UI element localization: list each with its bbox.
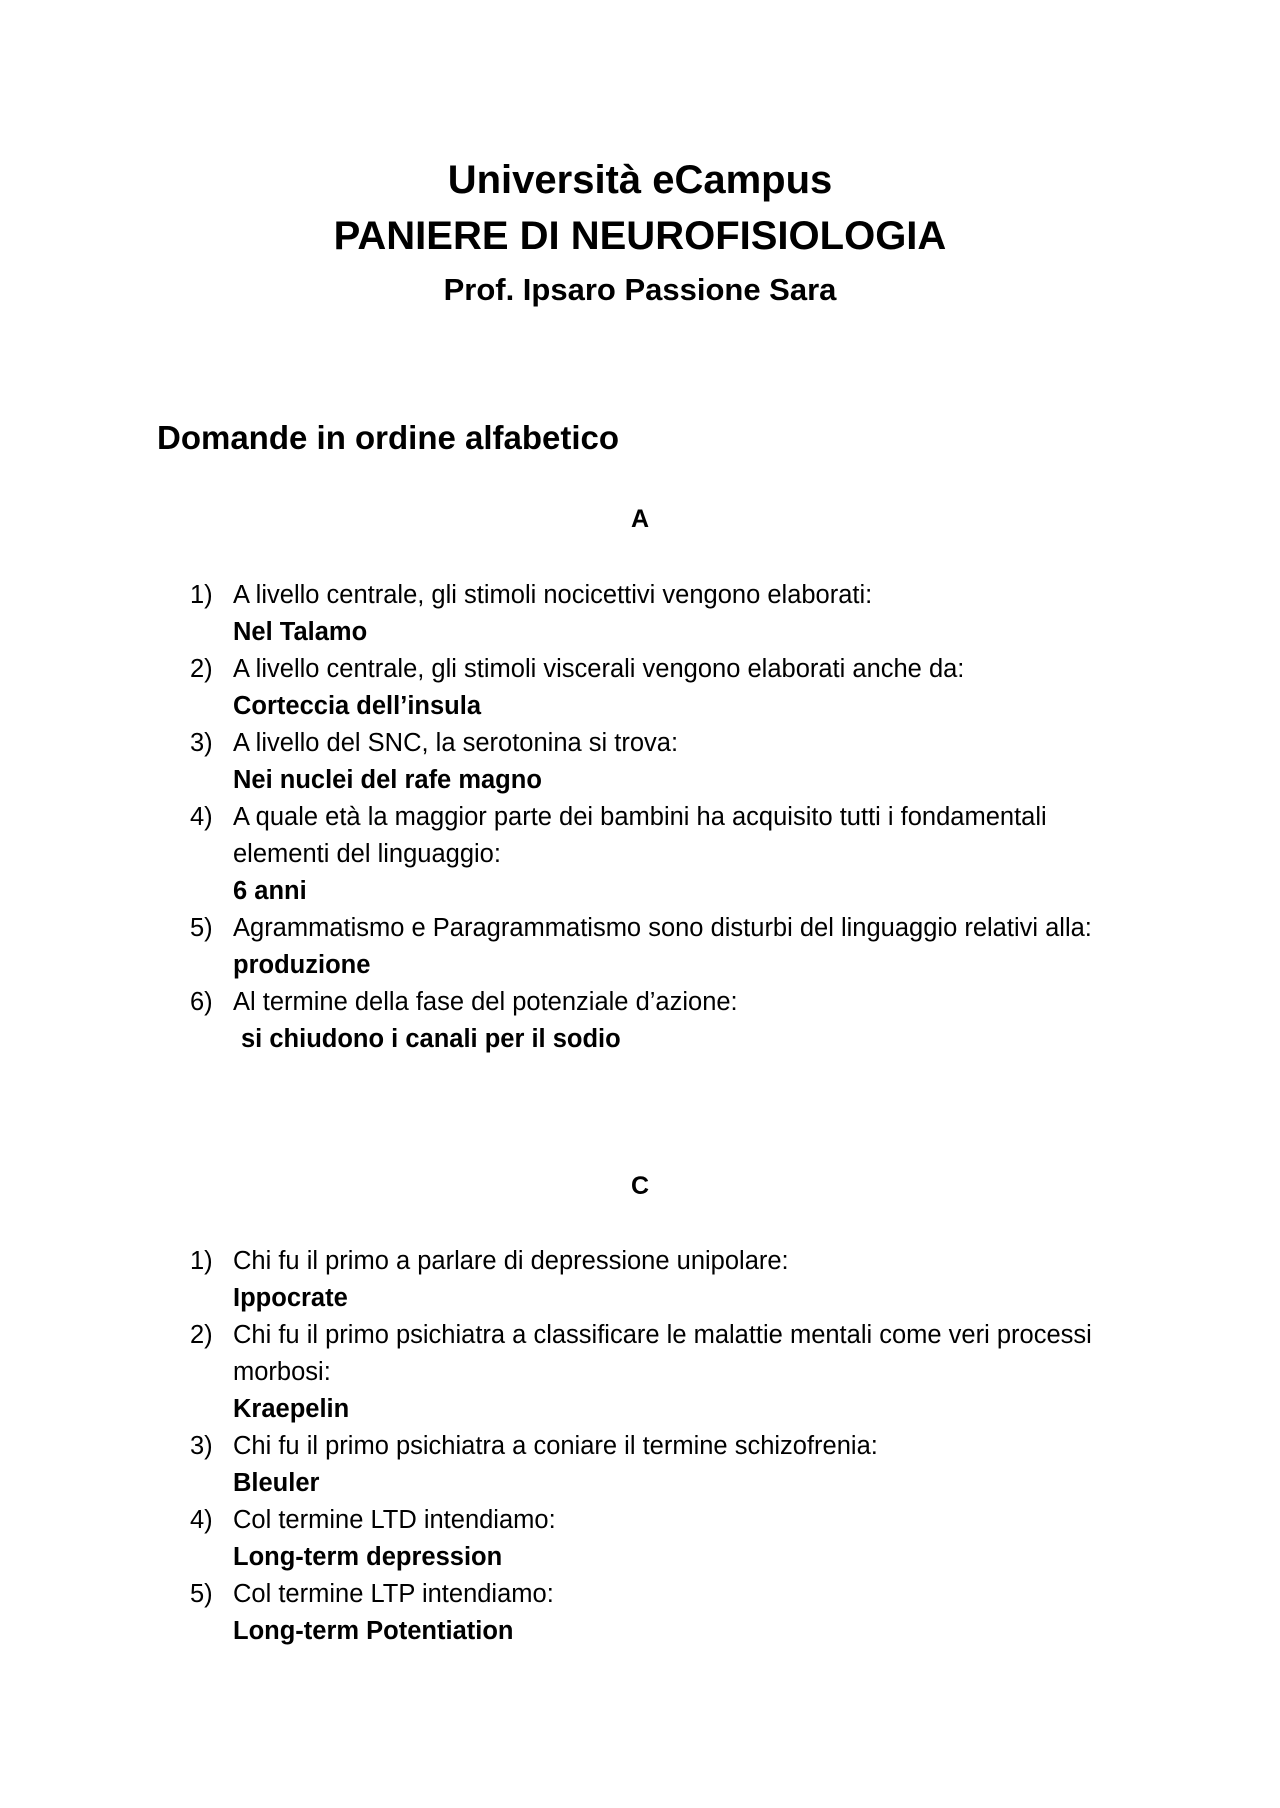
answer-text: Long-term Potentiation: [233, 1617, 514, 1645]
question-item: [190, 910, 1150, 984]
answer-text: 6 anni: [233, 877, 307, 905]
question-number: 2): [190, 1321, 213, 1349]
document-header: [0, 154, 1280, 310]
question-number: 3): [190, 729, 213, 757]
question-text: Agrammatismo e Paragrammatismo sono disturbi del linguaggio relativi alla:: [233, 914, 1092, 942]
question-list-c: [190, 1243, 1150, 1650]
answer-text: si chiudono i canali per il sodio: [241, 1025, 621, 1053]
question-item: [190, 1428, 1150, 1502]
answer-text: Kraepelin: [233, 1395, 350, 1423]
university-name: Università eCampus: [447, 158, 833, 202]
question-number: 4): [190, 1506, 213, 1534]
question-item: [190, 984, 1150, 1058]
answer-text: Long-term depression: [233, 1543, 503, 1571]
section-title: Domande in ordine alfabetico: [157, 419, 620, 456]
course-title: PANIERE DI NEUROFISIOLOGIA: [333, 214, 947, 258]
question-item: [190, 1317, 1150, 1428]
question-number: 5): [190, 914, 213, 942]
question-item: [190, 1502, 1150, 1576]
group-letter-a: A: [630, 505, 650, 533]
question-item: [190, 1576, 1150, 1650]
question-number: 1): [190, 581, 213, 609]
question-text: A livello centrale, gli stimoli viscerali vengono elaborati anche da:: [233, 655, 965, 683]
question-number: 3): [190, 1432, 213, 1460]
question-text: Chi fu il primo a parlare di depressione unipolare:: [233, 1247, 789, 1275]
question-number: 2): [190, 655, 213, 683]
answer-text: Corteccia dell’insula: [233, 692, 482, 720]
question-list-a: [190, 577, 1150, 1058]
question-text: Chi fu il primo psichiatra a classificare le malattie mentali come veri processi morbosi:: [233, 1321, 1092, 1386]
question-item: [190, 725, 1150, 799]
question-item: [190, 651, 1150, 725]
answer-text: Nel Talamo: [233, 618, 368, 646]
question-text: Al termine della fase del potenziale d’azione:: [233, 988, 738, 1016]
question-number: 5): [190, 1580, 213, 1608]
question-number: 6): [190, 988, 213, 1016]
answer-text: produzione: [233, 951, 371, 979]
answer-text: Nei nuclei del rafe magno: [233, 766, 542, 794]
question-text: Col termine LTP intendiamo:: [233, 1580, 554, 1608]
question-text: Col termine LTD intendiamo:: [233, 1506, 556, 1534]
question-text: A livello del SNC, la serotonina si trova:: [233, 729, 679, 757]
question-text: Chi fu il primo psichiatra a coniare il termine schizofrenia:: [233, 1432, 878, 1460]
question-item: [190, 799, 1150, 910]
question-item: [190, 1243, 1150, 1317]
question-item: [190, 577, 1150, 651]
question-text: A quale età la maggior parte dei bambini ha acquisito tutti i fondamentali elementi del linguaggio:: [233, 803, 1047, 868]
question-number: 4): [190, 803, 213, 831]
answer-text: Ippocrate: [233, 1284, 348, 1312]
group-letter-c: C: [630, 1172, 650, 1200]
answer-text: Bleuler: [233, 1469, 320, 1497]
question-text: A livello centrale, gli stimoli nocicettivi vengono elaborati:: [233, 581, 873, 609]
question-number: 1): [190, 1247, 213, 1275]
professor-name: Prof. Ipsaro Passione Sara: [443, 272, 837, 307]
